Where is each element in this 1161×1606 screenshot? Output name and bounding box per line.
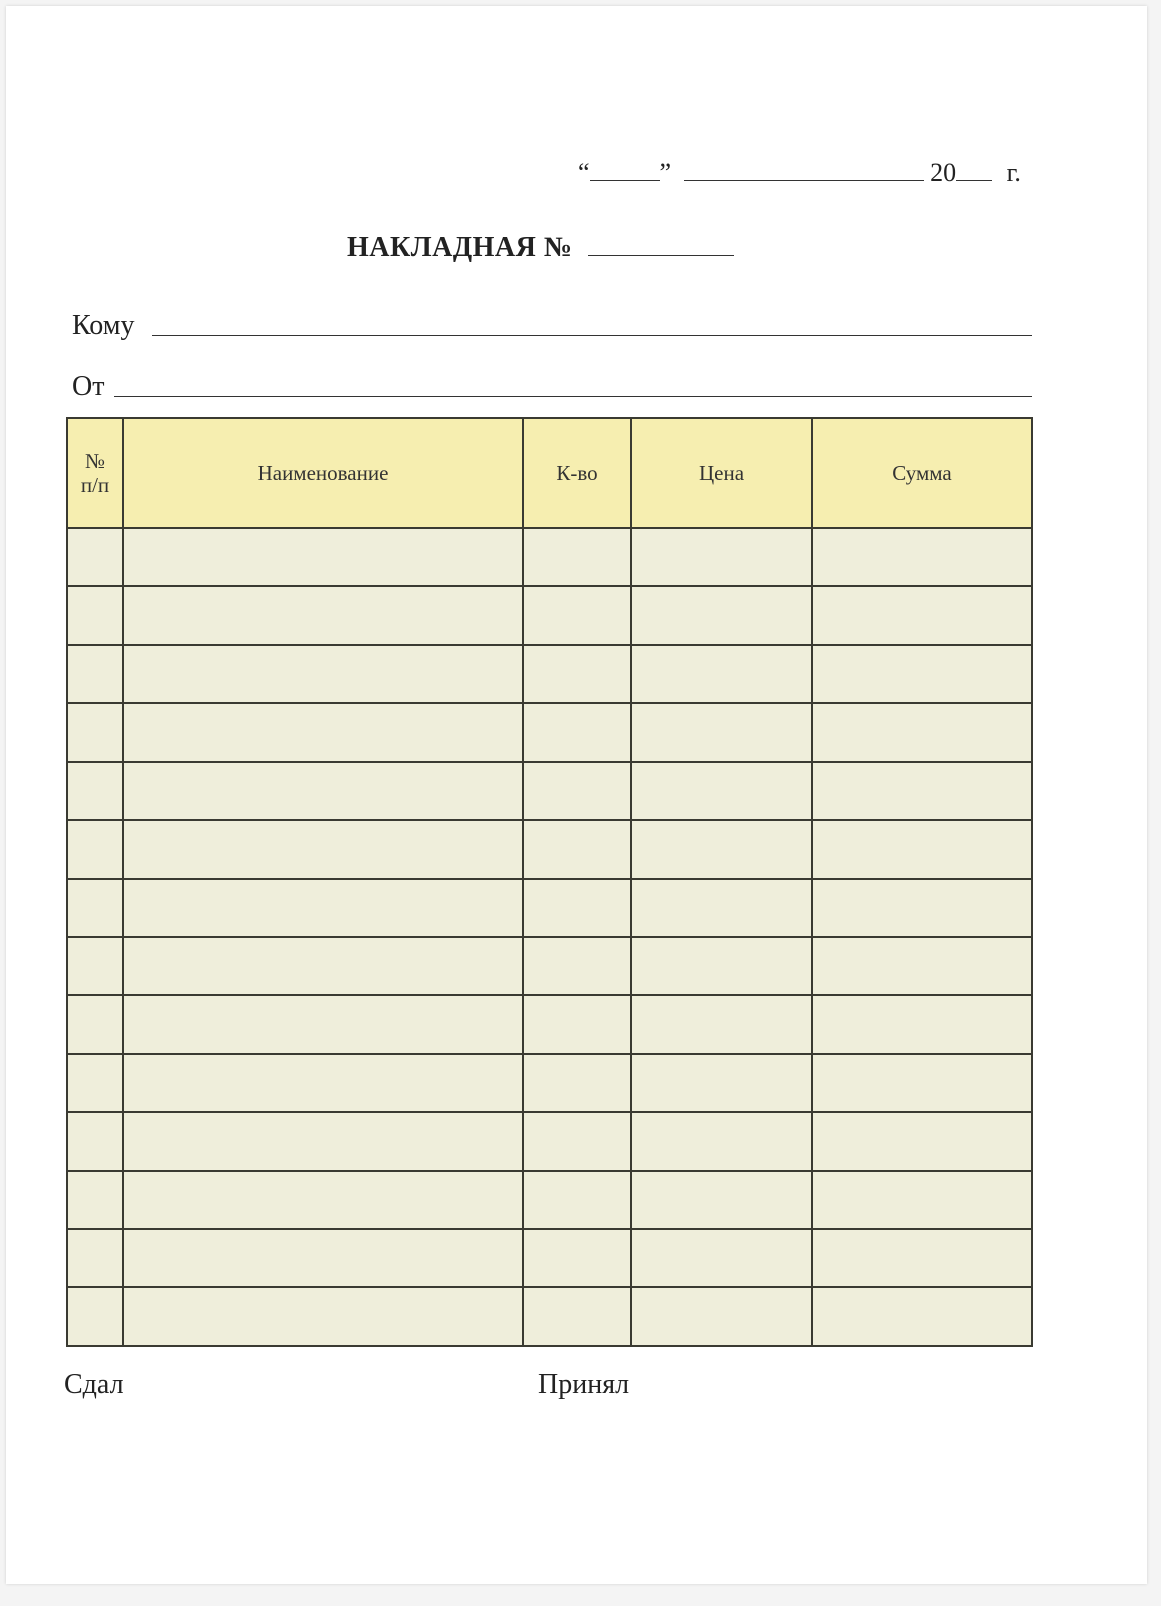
column-name: Наименование <box>123 418 523 528</box>
number-cell[interactable] <box>67 1112 123 1170</box>
quantity-cell[interactable] <box>523 1054 631 1112</box>
sum-cell[interactable] <box>812 1171 1032 1229</box>
table-row <box>67 995 1032 1053</box>
number-cell[interactable] <box>67 820 123 878</box>
sum-cell[interactable] <box>812 1054 1032 1112</box>
quantity-cell[interactable] <box>523 1171 631 1229</box>
table-header-row <box>67 418 1032 528</box>
name-cell[interactable] <box>123 1287 523 1346</box>
day-blank[interactable] <box>590 160 660 181</box>
year-prefix: 20 <box>930 158 957 187</box>
column-sum: Сумма <box>812 418 1032 528</box>
column-number-line1: № <box>84 449 106 473</box>
quantity-cell[interactable] <box>523 1112 631 1170</box>
table-row <box>67 1112 1032 1170</box>
month-blank[interactable] <box>684 160 924 181</box>
number-cell[interactable] <box>67 879 123 937</box>
sum-cell[interactable] <box>812 820 1032 878</box>
name-cell[interactable] <box>123 703 523 761</box>
price-cell[interactable] <box>631 762 812 820</box>
invoice-number-blank[interactable] <box>588 235 734 256</box>
table-row <box>67 1229 1032 1287</box>
number-cell[interactable] <box>67 1171 123 1229</box>
quantity-cell[interactable] <box>523 528 631 586</box>
sum-cell[interactable] <box>812 1112 1032 1170</box>
quantity-cell[interactable] <box>523 703 631 761</box>
sum-cell[interactable] <box>812 762 1032 820</box>
sum-cell[interactable] <box>812 1287 1032 1346</box>
column-number <box>67 418 123 528</box>
invoice-table <box>66 417 1033 1347</box>
number-cell[interactable] <box>67 1054 123 1112</box>
name-cell[interactable] <box>123 1171 523 1229</box>
year-blank[interactable] <box>956 160 992 181</box>
to-label: Кому <box>72 310 135 341</box>
quantity-cell[interactable] <box>523 879 631 937</box>
table-row <box>67 937 1032 995</box>
quantity-cell[interactable] <box>523 995 631 1053</box>
sum-cell[interactable] <box>812 879 1032 937</box>
number-cell[interactable] <box>67 762 123 820</box>
price-cell[interactable] <box>631 995 812 1053</box>
received-label: Принял <box>538 1369 630 1400</box>
sum-cell[interactable] <box>812 703 1032 761</box>
number-cell[interactable] <box>67 645 123 703</box>
quantity-cell[interactable] <box>523 1229 631 1287</box>
table-row <box>67 703 1032 761</box>
number-cell[interactable] <box>67 995 123 1053</box>
name-cell[interactable] <box>123 995 523 1053</box>
table-row <box>67 879 1032 937</box>
name-cell[interactable] <box>123 820 523 878</box>
name-cell[interactable] <box>123 937 523 995</box>
price-cell[interactable] <box>631 1287 812 1346</box>
price-cell[interactable] <box>631 645 812 703</box>
from-line[interactable] <box>114 396 1032 397</box>
table-row <box>67 762 1032 820</box>
sum-cell[interactable] <box>812 528 1032 586</box>
number-cell[interactable] <box>67 1229 123 1287</box>
name-cell[interactable] <box>123 1229 523 1287</box>
column-price: Цена <box>631 418 812 528</box>
sum-cell[interactable] <box>812 645 1032 703</box>
sum-cell[interactable] <box>812 937 1032 995</box>
handed-over-label: Сдал <box>64 1369 124 1400</box>
quantity-cell[interactable] <box>523 1287 631 1346</box>
table-row <box>67 586 1032 644</box>
number-cell[interactable] <box>67 586 123 644</box>
column-number-line2: п/п <box>80 473 110 497</box>
price-cell[interactable] <box>631 1112 812 1170</box>
from-label: От <box>72 371 105 402</box>
year-suffix: г. <box>1006 158 1021 187</box>
close-quote: ” <box>659 158 672 187</box>
number-cell[interactable] <box>67 1287 123 1346</box>
number-cell[interactable] <box>67 528 123 586</box>
sum-cell[interactable] <box>812 995 1032 1053</box>
price-cell[interactable] <box>631 528 812 586</box>
name-cell[interactable] <box>123 586 523 644</box>
table-row <box>67 1287 1032 1346</box>
number-cell[interactable] <box>67 937 123 995</box>
table-row <box>67 1054 1032 1112</box>
price-cell[interactable] <box>631 820 812 878</box>
name-cell[interactable] <box>123 1112 523 1170</box>
quantity-cell[interactable] <box>523 762 631 820</box>
invoice-form <box>6 6 1147 1584</box>
document-title <box>347 232 734 264</box>
name-cell[interactable] <box>123 528 523 586</box>
table-row <box>67 645 1032 703</box>
open-quote: “ <box>578 158 590 187</box>
price-cell[interactable] <box>631 1229 812 1287</box>
to-line[interactable] <box>152 335 1032 336</box>
sum-cell[interactable] <box>812 586 1032 644</box>
from-field <box>72 371 1032 403</box>
table-row <box>67 528 1032 586</box>
name-cell[interactable] <box>123 645 523 703</box>
title-text: НАКЛАДНАЯ № <box>347 232 573 263</box>
price-cell[interactable] <box>631 703 812 761</box>
quantity-cell[interactable] <box>523 937 631 995</box>
to-field <box>72 310 1032 342</box>
table-row <box>67 1171 1032 1229</box>
sum-cell[interactable] <box>812 1229 1032 1287</box>
date-line <box>578 158 1021 188</box>
name-cell[interactable] <box>123 879 523 937</box>
price-cell[interactable] <box>631 586 812 644</box>
number-cell[interactable] <box>67 703 123 761</box>
name-cell[interactable] <box>123 762 523 820</box>
quantity-cell[interactable] <box>523 820 631 878</box>
quantity-cell[interactable] <box>523 586 631 644</box>
quantity-cell[interactable] <box>523 645 631 703</box>
price-cell[interactable] <box>631 879 812 937</box>
price-cell[interactable] <box>631 1171 812 1229</box>
price-cell[interactable] <box>631 937 812 995</box>
table-body <box>67 528 1032 1346</box>
price-cell[interactable] <box>631 1054 812 1112</box>
table-row <box>67 820 1032 878</box>
column-quantity: К-во <box>523 418 631 528</box>
name-cell[interactable] <box>123 1054 523 1112</box>
